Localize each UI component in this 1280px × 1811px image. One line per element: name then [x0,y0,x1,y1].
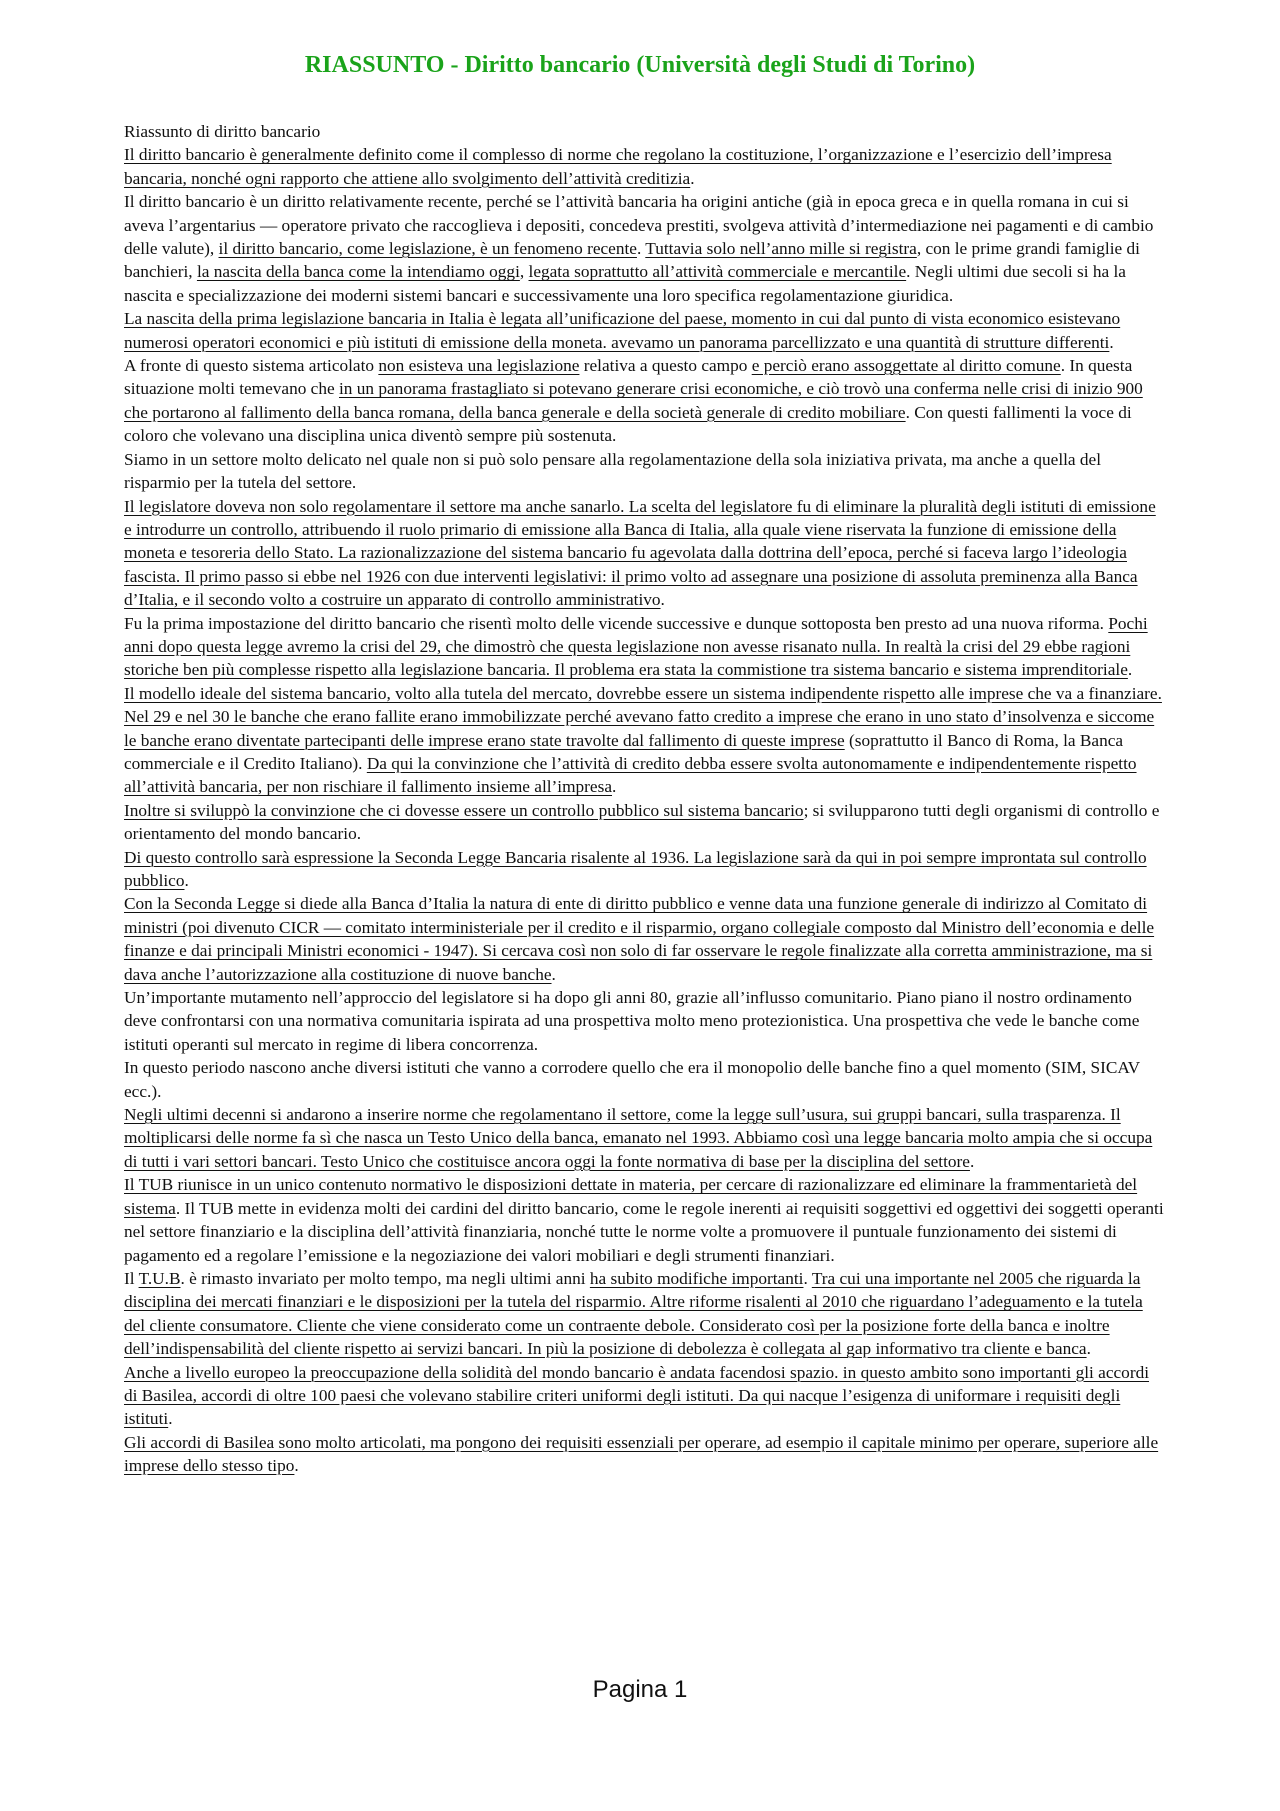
underlined-text: Pochi anni dopo questa legge avremo la crisi del 29, che dimostrò che questa legislazione non avesse risanato nulla. In realtà la crisi del 29 ebbe ragioni storiche ben più complesse rispetto alla legislazione bancaria. Il problema era stata la commistione tra sistema bancario e sistema imprenditoriale [124,613,1148,680]
underlined-text: e perciò erano assoggettate al diritto comune [751,356,1061,376]
text-run: . [551,964,556,984]
text-run: relativa a questo campo [579,356,752,376]
underlined-text: Da qui la convinzione che l’attività di credito debba essere svolta autonomamente e indipendentemente rispetto all’attività bancaria, per non rischiare il fallimento insieme all’impresa [124,753,1137,797]
text-run: Un’importante mutamento nell’approccio del legislatore si ha dopo gli anni 80, grazie all’influsso comunitario. Piano piano il nostro ordinamento deve confrontarsi con una normativa comunitaria ispirata ad una prospettiva molto meno protezionistica. Una prospettiva che vede le banche come istituti operanti sul mercato in regime di libera concorrenza. [124,988,1140,1054]
text-run: . è rimasto invariato per molto tempo, ma negli ultimi anni [180,1268,590,1288]
page-number: Pagina 1 [592,1676,688,1703]
text-run: . [690,168,695,188]
underlined-text: il diritto bancario, come legislazione, è un fenomeno recente [218,239,637,259]
paragraph [124,1431,1164,1478]
document-title: RIASSUNTO - Diritto bancario (Università degli Studi di Torino) [304,52,976,78]
underlined-text: Tuttavia solo nell’anno mille si registra [645,239,917,259]
underlined-text: Gli accordi di Basilea sono molto articolati, ma pongono dei requisiti essenziali per operare, ad esempio il capitale minimo per operare, superiore alle imprese dello stesso tipo [124,1432,1159,1476]
text-run: In questo periodo nascono anche diversi istituti che vanno a corrodere quello che era il monopolio delle banche fino a quel momento (SIM, SICAV ecc.). [124,1058,1140,1101]
paragraph [124,143,1164,190]
underlined-text: Il diritto bancario è generalmente definito come il complesso di norme che regolano la costituzione, l’organizzazione e l’esercizio dell’impresa bancaria, nonché ogni rapporto che attiene allo svolgimento dell’attività creditizia [124,145,1112,188]
underlined-text: La nascita della prima legislazione bancaria in Italia è legata all’unificazione del paese, momento in cui dal punto di vista economico esistevano numerosi operatori economici e più istituti di emissione della moneta. avevamo un panorama parcellizzato e una quantità di strutture differenti [124,309,1121,352]
document-subtitle: Riassunto di diritto bancario [124,122,321,141]
text-run: . [612,777,617,797]
underlined-text: legata soprattutto all’attività commerciale e mercantile [528,262,907,282]
text-run: Siamo in un settore molto delicato nel quale non si può solo pensare alla regolamentazione della sola iniziativa privata, ma anche a quella del risparmio per la tutela del settore. [124,449,1102,493]
paragraph [124,612,1164,682]
text-run: . [969,1151,975,1171]
text-run: . In questa situazione molti temevano che [124,356,1133,399]
text-run: . [168,1409,173,1429]
paragraph [124,1056,1164,1103]
underlined-text: Con la Seconda Legge si diede alla Banca d’Italia la natura di ente di diritto pubblico e venne data una funzione generale di indirizzo al Comitato di ministri (poi divenuto CICR — comitato interministeriale per il credito e il risparmio, organo collegiale composto dal Ministro dell’economia e delle finanze e dai principali Ministri economici - 1947). Si cercava così non solo di far osservare le regole finalizzate alla corretta amministrazione, ma si dava anche l’autorizzazione alla costituzione di nuove banche [124,894,1155,984]
paragraph [124,495,1164,612]
underlined-text: T.U.B [138,1268,181,1288]
text-run: , con le prime grandi famiglie di banchieri, [124,239,1140,282]
text-run: . [1109,332,1114,352]
underlined-text: la nascita della banca come la intendiamo oggi [196,262,520,282]
document-body [124,120,1164,1478]
underlined-text: Il modello ideale del sistema bancario, volto alla tutela del mercato, dovrebbe essere un sistema indipendente rispetto alle imprese che va a finanziare. Nel 29 e nel 30 le banche che erano fallite erano immobilizzate perché avevano fatto credito a imprese che erano in uno stato d’insolvenza e siccome le banche erano diventate partecipanti delle imprese erano state travolte dal fallimento di queste imprese [124,683,1162,750]
paragraph [124,448,1164,495]
underlined-text: Di questo controllo sarà espressione la Seconda Legge Bancaria risalente al 1936. La legislazione sarà da qui in poi sempre improntata sul controllo pubblico [124,847,1147,890]
underlined-text: Anche a livello europeo la preoccupazione della solidità del mondo bancario è andata facendosi spazio. in questo ambito sono importanti gli accordi di Basilea, accordi di oltre 100 paesi che volevano stabilire criteri uniformi degli istituti. Da qui nacque l’esigenza di uniformare i requisiti degli istituti [124,1362,1150,1429]
underlined-text: Negli ultimi decenni si andarono a inserire norme che regolamentano il settore, come la legge sull’usura, sui gruppi bancari, sulla trasparenza. Il moltiplicarsi delle norme fa sì che nasca un Testo Unico della banca, emanato nel 1993. Abbiamo così una legge bancaria molto ampia che si occupa di tutti i vari settori bancari. Testo Unico che costituisce ancora oggi la fonte normativa di base per la disciplina del settore [124,1105,1153,1171]
text-run: ; si svilupparono tutti degli organismi di controllo e orientamento del mondo bancario. [124,800,1160,844]
paragraph [124,1361,1164,1431]
paragraph [124,986,1164,1056]
paragraph [124,892,1164,986]
underlined-text: Il legislatore doveva non solo regolamentare il settore ma anche sanarlo. La scelta del legislatore fu di eliminare la pluralità degli istituti di emissione e introdurre un controllo, attribuendo il ruolo primario di emissione alla Banca di Italia, alla quale viene riservata la funzione di emissione della moneta e tesoreria dello Stato. La razionalizzazione del sistema bancario fu agevolata dalla dottrina dell’epoca, perché si faceva largo l’ideologia fascista. Il primo passo si ebbe nel 1926 con due interventi legislativi: il primo volto ad assegnare una posizione di assoluta preminenza alla Banca d’Italia, e il secondo volto a costruire un apparato di controllo amministrativo [124,496,1156,610]
text-run: . [184,871,189,890]
underlined-text: Tra cui una importante nel 2005 che riguarda la disciplina dei mercati finanziari e le disposizioni per la tutela del risparmio. Altre riforme risalenti al 2010 che riguardano l’adeguamento e la tutela del cliente consumatore. Cliente che viene considerato come un contraente debole. Considerato così per la posizione forte della banca e inoltre dell’indispensabilità del cliente rispetto ai servizi bancari. In più la posizione di debolezza è collegata al gap informativo tra cliente e banca [124,1268,1143,1359]
text-run: Fu la prima impostazione del diritto bancario che risentì molto delle vicende successive e dunque sottoposta ben presto ad una nuova riforma. [124,613,1109,633]
paragraph [124,307,1164,354]
paragraph [124,354,1164,448]
text-run: , [519,262,529,282]
paragraph [124,682,1164,799]
text-run: . Negli ultimi due secoli si ha la nascita e specializzazione dei moderni sistemi bancari e successivamente una loro specifica regolamentazione giuridica. [124,262,1126,305]
paragraph [124,846,1164,893]
text-run: . [1086,1339,1091,1359]
text-run: . Il TUB mette in evidenza molti dei cardini del diritto bancario, come le regole inerenti ai requisiti soggettivi ed oggettivi dei soggetti operanti nel settore finanziario e la disciplina dell’attività finanziaria, nonché tutte le norme volte a promuovere il puntuale funzionamento dei sistemi di pagamento ed a regolare l’emissione e la negoziazione dei valori mobiliari e degli strumenti finanziari. [124,1198,1164,1265]
paragraph [124,799,1164,846]
text-run: . Con questi fallimenti la voce di coloro che volevano una disciplina unica diventò sempre più sostenuta. [124,402,1132,446]
paragraph [124,1267,1164,1361]
text-run: Il [124,1268,139,1288]
paragraph [124,190,1164,307]
underlined-text: ha subito modifiche importanti [589,1268,804,1288]
text-run: . [1127,660,1133,680]
text-run: . [660,590,665,610]
text-run: (soprattutto il Banco di Roma, la Banca commerciale e il Credito Italiano). [124,730,1124,773]
text-run: . [803,1268,812,1288]
paragraph [124,1173,1164,1267]
underlined-text: Inoltre si sviluppò la convinzione che ci dovesse essere un controllo pubblico sul sistema bancario [124,800,804,820]
text-run: . [294,1456,299,1476]
paragraph [124,1103,1164,1173]
text-run: A fronte di questo sistema articolato [124,356,379,376]
underlined-text: Il TUB riunisce in un unico contenuto normativo le disposizioni dettate in materia, per cercare di razionalizzare ed eliminare la frammentarietà del sistema [124,1175,1138,1218]
text-run: Il diritto bancario è un diritto relativamente recente, perché se l’attività bancaria ha origini antiche (già in epoca greca e in quella romana in cui si aveva l’argentarius — operatore privato che raccoglieva i depositi, concedeva prestiti, svolgeva attività d’intermediazione nei pagamenti e di cambio delle valute), [124,192,1154,259]
underlined-text: non esisteva una legislazione [378,356,580,376]
text-run: . [636,239,646,259]
underlined-text: in un panorama frastagliato si potevano generare crisi economiche, e ciò trovò una conferma nelle crisi di inizio 900 che portarono al fallimento della banca romana, della banca generale e della società generale di credito mobiliare [124,379,1143,422]
